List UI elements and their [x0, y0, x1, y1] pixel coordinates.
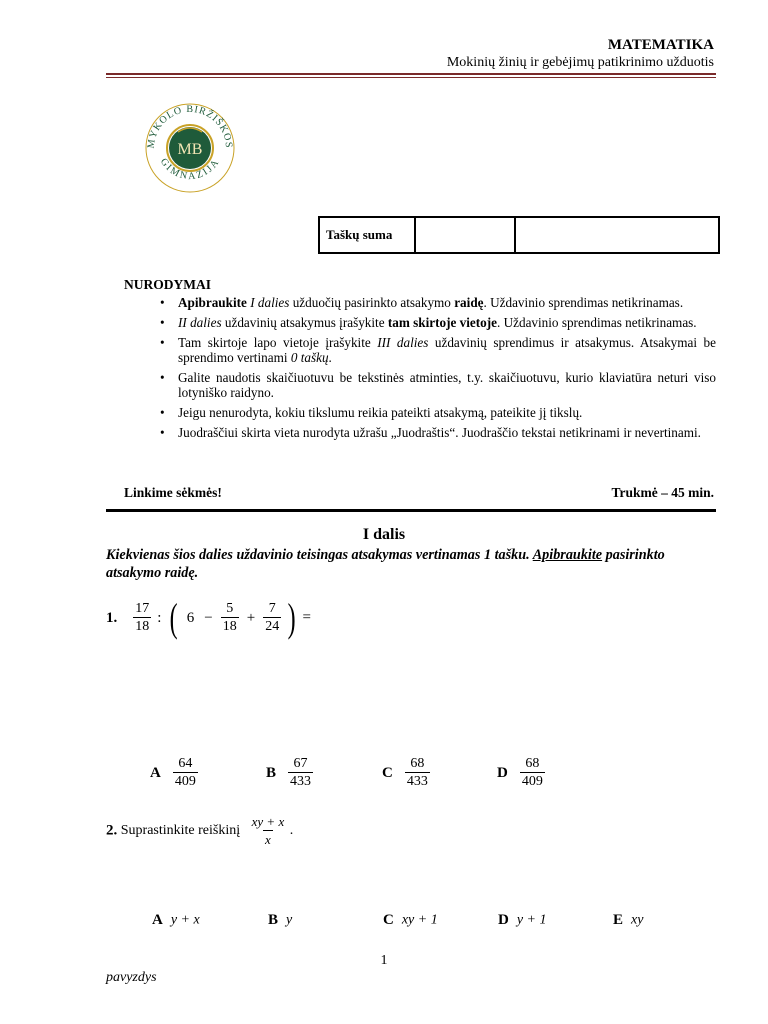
duration-text: Trukmė – 45 min.: [611, 485, 714, 500]
instruction-item: • Jeigu nenurodyta, kokiu tikslumu reikia pateikti atsakymą, pateikite jį tikslų.: [160, 405, 716, 420]
header-rule-thin: [106, 77, 716, 78]
school-logo: [140, 98, 240, 198]
option-value: xy: [631, 912, 644, 928]
answer-option-b[interactable]: [268, 912, 292, 929]
school-logo-emblem: [140, 98, 240, 198]
option-letter[interactable]: C: [382, 764, 393, 781]
score-cell-1[interactable]: [415, 217, 515, 253]
option-value: y + x: [170, 912, 200, 928]
option-letter[interactable]: C: [383, 912, 394, 928]
instructions-heading: NURODYMAI: [124, 277, 211, 292]
fraction: [520, 756, 545, 790]
option-letter[interactable]: A: [152, 912, 163, 928]
fraction-denominator: 409: [174, 774, 196, 789]
instruction-item: • Apibraukite I dalies užduočių pasirinkto atsakymo raidę. Uždavinio sprendimas netikrinamas.: [160, 295, 716, 310]
answer-option-e[interactable]: [613, 912, 643, 929]
instruction-item: • Galite naudotis skaičiuotuvu be tekstinės atminties, t.y. skaičiuotuvu, kurio klaviatūra neturi viso lotyniško raidyno.: [160, 370, 716, 400]
question-1: [106, 595, 311, 640]
option-letter[interactable]: D: [498, 912, 509, 928]
fraction-numerator: 17: [135, 601, 150, 616]
question-number: 2.: [106, 822, 118, 839]
question-2: [106, 814, 293, 848]
answer-option-a[interactable]: [150, 756, 198, 790]
fraction-numerator: 67: [293, 756, 308, 771]
sample-note: pavyzdys: [106, 970, 157, 985]
operator: :: [157, 609, 162, 626]
fraction: [221, 601, 239, 635]
part-desc-text: Kiekvienas šios dalies uždavinio teisingas atsakymas vertinamas 1 tašku.: [106, 547, 533, 563]
fraction-numerator: 68: [525, 756, 540, 771]
fraction: [405, 756, 430, 790]
answer-option-a[interactable]: [152, 912, 200, 929]
operator: −: [204, 609, 213, 626]
subject-subtitle: Mokinių žinių ir gebėjimų patikrinimo užduotis: [446, 55, 714, 70]
score-table: [318, 216, 720, 254]
answer-option-b[interactable]: [266, 756, 313, 790]
instruction-item: • Tam skirtoje lapo vietoje įrašykite III dalies uždavinių sprendimus ir atsakymus. Atsakymai be sprendimo vertinami 0 taškų.: [160, 335, 716, 365]
header-rule: [106, 73, 716, 75]
part-desc-text-end: pasirinkto atsakymo raidę.: [106, 547, 665, 581]
fraction-numerator: 7: [268, 601, 276, 616]
option-letter[interactable]: D: [497, 764, 508, 781]
score-cell-2[interactable]: [515, 217, 719, 253]
instructions-list: [160, 295, 716, 445]
fraction-numerator: 5: [226, 601, 234, 616]
question-text: Suprastinkite reiškinį: [120, 823, 241, 838]
expression-fraction: [250, 814, 287, 848]
question-number: 1.: [106, 609, 118, 626]
period: .: [289, 823, 294, 838]
option-letter[interactable]: E: [613, 912, 624, 928]
fraction-denominator: 409: [521, 774, 543, 789]
answer-option-c[interactable]: [383, 912, 438, 929]
option-value: y: [286, 912, 293, 928]
fraction-numerator: xy + x: [251, 814, 285, 829]
instruction-item: • Juodraščiui skirta vieta nurodyta užrašu „Juodraštis“. Juodraščio tekstai netikrinami ir nevertinami.: [160, 425, 716, 440]
option-letter[interactable]: A: [150, 764, 161, 781]
operator: +: [246, 609, 256, 626]
option-letter[interactable]: B: [268, 912, 279, 928]
section-divider: [106, 509, 716, 512]
fraction-numerator: 68: [410, 756, 425, 771]
part-desc-underlined: Apibraukite: [532, 547, 603, 563]
option-value: y + 1: [516, 912, 547, 928]
fraction-denominator: 18: [135, 619, 150, 634]
equals-sign: =: [302, 609, 311, 626]
fraction-denominator: 18: [222, 619, 237, 634]
fraction: [173, 756, 198, 790]
logo-ring-bottom: GIMNAZIJA: [157, 156, 223, 183]
answer-option-c[interactable]: [382, 756, 430, 790]
logo-ring-top: MYKOLO BIRŽIŠKOS: [145, 103, 235, 150]
left-paren: (: [170, 595, 179, 640]
fraction-denominator: 433: [406, 774, 428, 789]
good-luck-text: Linkime sėkmės!: [124, 485, 222, 500]
number: 6: [186, 609, 195, 626]
fraction-numerator: 64: [178, 756, 193, 771]
fraction: [288, 756, 313, 790]
right-paren: ): [287, 595, 296, 640]
fraction: [263, 601, 281, 635]
fraction-denominator: 24: [265, 619, 280, 634]
part-description: [106, 546, 716, 582]
answer-option-d[interactable]: [498, 912, 547, 929]
score-label: Taškų suma: [319, 217, 415, 253]
logo-initials: MB: [177, 141, 203, 158]
part-title: I dalis: [362, 526, 406, 543]
option-letter[interactable]: B: [266, 764, 277, 781]
subject-title: MATEMATIKA: [607, 37, 714, 53]
answer-option-d[interactable]: [497, 756, 545, 790]
option-value: xy + 1: [401, 912, 438, 928]
fraction: [133, 601, 151, 635]
page-number: 1: [380, 953, 388, 968]
instruction-item: • II dalies uždavinių atsakymus įrašykite tam skirtoje vietoje. Uždavinio sprendimas netikrinamas.: [160, 315, 716, 330]
fraction-denominator: 433: [290, 774, 312, 789]
fraction-denominator: x: [265, 832, 271, 847]
